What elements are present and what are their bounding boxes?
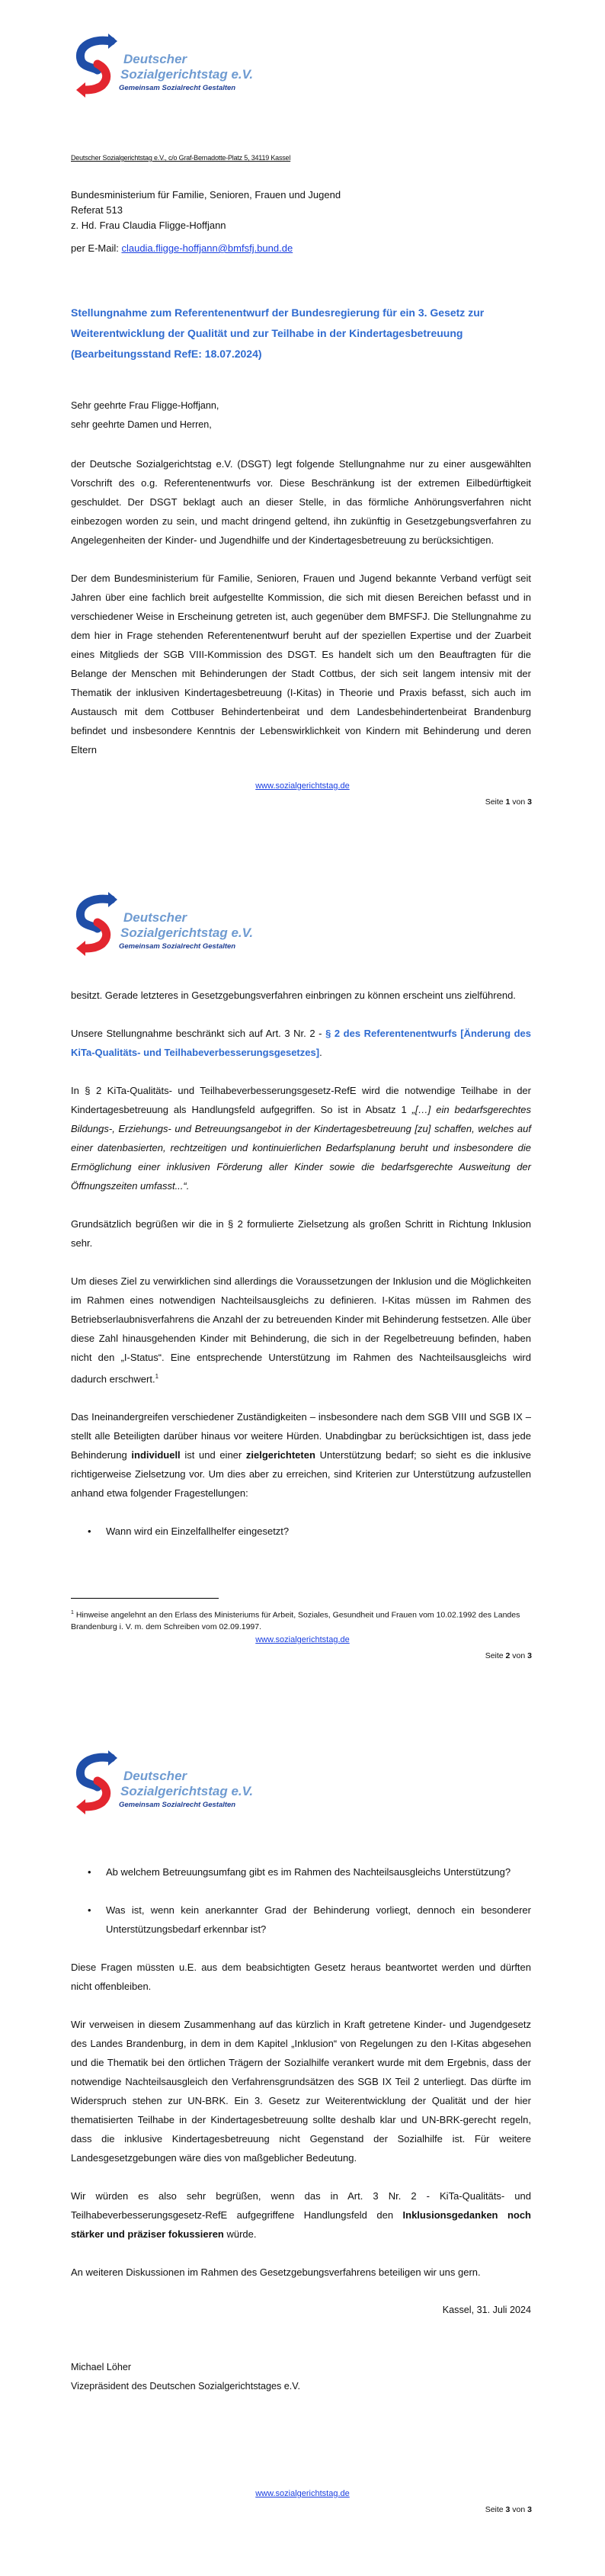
list-item: • Ab welchem Betreuungsumfang gibt es im Rahmen des Nachteilsausgleichs Unterstützung? [88, 1862, 531, 1881]
logo-line-2: Sozialgerichtstag e.V. [120, 1784, 254, 1798]
legal-quote: „[…] ein bedarfsgerechtes Bildungs-, Erziehungs- und Betreuungsangebot in der Kindertagesbetreuung [zu] schaffen, welches auf einer datenbasierten, rechtzeitigen und kontinuierlichen Bedarfsplanung beruht und insbesondere die Ermöglichung einer inklusiven Förderung aller Kinder sowie die bedarfsgerechte Ausweitung der Öffnungszeiten umfasst...“. [71, 1104, 531, 1192]
paragraph: An weiteren Diskussionen im Rahmen des Gesetzgebungsverfahrens beteiligen wir uns gern. [71, 2266, 481, 2278]
total-pages: 3 [527, 797, 532, 807]
recipient-line: Referat 513 [71, 204, 123, 216]
footnote-reference[interactable]: 1 [155, 1373, 159, 1380]
of-label: von [510, 797, 528, 807]
paragraph: der Deutsche Sozialgerichtstag e.V. (DSGT) legt folgende Stellungnahme nur zu einer ausgewählten Vorschrift des o.g. Referentenentwurfs vor. Diese Beschränkung ist der extremen Eilbedürftigkeit geschuldet. Der DSGT beklagt auch an dieser Stelle, in das förmliche Anhörungsverfahren nicht einbezogen worden zu sein, und macht dringend geltend, ihn zukünftig in Gesetzgebungsverfahren zu Angelegenheiten der Kinder- und Jugendhilfe und der Kindertagesbetreuung zu berücksichtigen. [71, 458, 531, 546]
paragraph [71, 1081, 531, 1195]
list-item: • Wann wird ein Einzelfallhelfer eingesetzt? [88, 1522, 531, 1541]
salutation-line: Sehr geehrte Frau Fligge-Hoffjann, [71, 400, 219, 411]
text: In § 2 KiTa-Qualitäts- und Teilhabeverbesserungsgesetz-RefE wird die notwendige Teilhabe in der Kindertagesbetreuung als Handlungsfeld aufgegriffen. So ist in Absatz 1 [71, 1085, 531, 1115]
email-row [71, 241, 341, 256]
signer-title: Vizepräsident des Deutschen Sozialgerichtstages e.V. [71, 2381, 301, 2392]
page-label: Seite [485, 2505, 506, 2514]
text: Unterstützung bedarf; so sieht es die inklusive richtigerweise Zielsetzung vor. Um dies aber zu erreichen, sind Kriterien zur Unterstützung aufzustellen anhand etwa folgender Fragestellungen: [71, 1449, 532, 1500]
dsgt-s-arrows-icon [75, 34, 117, 99]
footnote-divider [71, 1598, 219, 1599]
recipient-line: Bundesministerium für Familie, Senioren, Frauen und Jugend [71, 189, 341, 200]
list-item: • Was ist, wenn kein anerkannter Grad der Behinderung vorliegt, dennoch ein besonderer Unterstützungsbedarf erkennbar ist? [88, 1901, 531, 1939]
website-link[interactable]: www.sozialgerichtstag.de [255, 781, 350, 791]
footnote-area [71, 1598, 531, 1633]
total-pages: 3 [527, 1651, 532, 1660]
question-list [71, 1862, 531, 1939]
total-pages: 3 [527, 2505, 532, 2514]
footnote [71, 1607, 531, 1633]
paragraph: Der dem Bundesministerium für Familie, Senioren, Frauen und Jugend bekannte Verband verfügt seit Jahren über eine fachlich breit aufgestellte Kommission, die sich mit diesen Bereichen befasst und in verschiedener Weise in Erscheinung getreten ist, auch gegenüber dem BMFSFJ. Die Stellungnahme zu dem hier in Frage stehenden Referentenentwurf beruht auf der speziellen Expertise und der Zuarbeit eines Mitglieds der SGB VIII-Kommission des DSGT. Es handelt sich um den Beauftragten für die Belange der Menschen mit Behinderungen der Stadt Cottbus, der sich seit langem intensiv mit der Thematik der inklusiven Kindertagesbetreuung (I-Kitas) in Theorie und Praxis befasst, sich auch im Austausch mit dem Cottbuser Behindertenbeirat und dem Landesbehindertenbeirat Brandenburg befindet und insbesondere Kenntnis der Lebenswirklichkeit von Kindern mit Behinderung und deren Eltern [71, 573, 531, 755]
dsgt-logo [75, 34, 258, 99]
page-1 [0, 0, 605, 858]
emphasis: individuell [131, 1449, 181, 1461]
recipient-address [71, 188, 341, 256]
logo-line-2: Sozialgerichtstag e.V. [120, 67, 254, 82]
current-page: 1 [505, 797, 511, 807]
dsgt-logo [75, 1750, 258, 1816]
email-link[interactable]: claudia.fligge-hoffjann@bmfsfj.bund.de [121, 242, 293, 254]
text: Unsere Stellungnahme beschränkt sich auf Art. 3 Nr. 2 - [71, 1028, 326, 1039]
page-2 [0, 858, 605, 1717]
logo-line-2: Sozialgerichtstag e.V. [120, 925, 254, 940]
letter-title: Stellungnahme zum Referentenentwurf der Bundesregierung für ein 3. Gesetz zur Weiterentwicklung der Qualität und zur Teilhabe in der Kindertagesbetreuung (Bearbeitungsstand RefE: 18.07.2024) [71, 306, 485, 360]
emphasis: Inklusionsgedanken noch stärker und präziser fokussieren [71, 2209, 531, 2240]
text: . [319, 1047, 322, 1058]
logo-tagline: Gemeinsam Sozialrecht Gestalten [119, 84, 236, 92]
referenced-section: § 2 des Referentenentwurfs [Änderung des KiTa-Qualitäts- und Teilhabeverbesserungsgesetzes] [71, 1028, 531, 1058]
page2-body [71, 986, 531, 1541]
paragraph: Wir verweisen in diesem Zusammenhang auf das kürzlich in Kraft getretene Kinder- und Jugendgesetz des Landes Brandenburg, in dem in dem Kapitel „Inklusion“ von Regelungen zu den I-Kitas abgesehen und die Thematik bei den örtlichen Trägern der Sozialhilfe verankert wurde mit dem Ergebnis, dass der notwendige Nachteilsausgleich den Verfahrensgrundsätzen des SGB IX Teil 2 unterliegt. Das dürfte im Widerspruch stehen zur UN-BRK. Ein 3. Gesetz zur Weiterentwicklung der Qualität und der hier thematisierten Teilhabe in der Kindertagesbetreuung sollte deshalb klar und UN-BRK-gerecht regeln, dass die inklusive Kindertagesbetreuung nicht Gegenstand der Sozialhilfe ist. Für weitere Landesgesetzgebungen wäre dies von maßgeblicher Bedeutung. [71, 2019, 531, 2164]
dsgt-logo [75, 892, 258, 958]
page1-body [71, 454, 531, 759]
email-label: per E-Mail: [71, 242, 122, 254]
logo-line-1: Deutscher [123, 1769, 187, 1783]
page3-body [71, 1862, 531, 2396]
logo-tagline: Gemeinsam Sozialrecht Gestalten [119, 1801, 236, 1809]
dsgt-s-arrows-icon [75, 892, 117, 958]
page-number [485, 797, 532, 807]
page-label: Seite [485, 1651, 506, 1660]
recipient-line: z. Hd. Frau Claudia Fligge-Hoffjann [71, 220, 226, 231]
page-label: Seite [485, 797, 506, 807]
salutation [71, 396, 531, 435]
current-page: 2 [505, 1651, 511, 1660]
signer-name: Michael Löher [71, 2362, 132, 2372]
website-link[interactable]: www.sozialgerichtstag.de [255, 2489, 350, 2498]
paragraph [71, 2186, 531, 2244]
footnote-text: Hinweise angelehnt an den Erlass des Ministeriums für Arbeit, Soziales, Gesundheit und Frauen vom 10.02.1992 des Landes Brandenburg i. V. m. dem Schreiben vom 02.09.1997. [71, 1610, 520, 1631]
paragraph: Grundsätzlich begrüßen wir die in § 2 formulierte Zielsetzung als großen Schritt in Richtung Inklusion sehr. [71, 1218, 531, 1249]
dsgt-s-arrows-icon [75, 1750, 117, 1816]
paragraph: Diese Fragen müssten u.E. aus dem beabsichtigten Gesetz heraus beantwortet werden und dürften nicht offenbleiben. [71, 1962, 531, 1992]
text: ist und einer [180, 1449, 246, 1461]
of-label: von [510, 2505, 528, 2514]
place-date: Kassel, 31. Juli 2024 [442, 2305, 531, 2315]
logo-line-1: Deutscher [123, 52, 187, 66]
paragraph [71, 1407, 531, 1503]
text: Um dieses Ziel zu verwirklichen sind allerdings die Voraussetzungen der Inklusion und die Möglichkeiten im Rahmen eines notwendigen Nachteilsausgleichs zu definieren. I-Kitas müssen im Rahmen des Betriebserlaubnisverfahrens die Anzahl der zu betreuenden Kinder mit Behinderung festsetzen. Alle über diese Zahl hinausgehenden Kinder mit Behinderung, die sich in der Regelbetreuung befinden, haben nicht den „I-Status“. Eine entsprechende Unterstützung im Rahmen des Nachteilsausgleichs wird dadurch erschwert. [71, 1275, 531, 1385]
of-label: von [510, 1651, 528, 1660]
text: würde. [223, 2228, 257, 2240]
salutation-line: sehr geehrte Damen und Herren, [71, 419, 212, 430]
logo-tagline: Gemeinsam Sozialrecht Gestalten [119, 942, 236, 951]
question-list [71, 1522, 531, 1541]
paragraph [71, 1272, 531, 1388]
page-number [485, 2505, 532, 2514]
text: Das Ineinandergreifen verschiedener Zuständigkeiten – insbesondere nach dem SGB VIII und SGB IX – stellt alle Beteiligten darüber hinaus vor weitere Hürden. Unabdingbar zu berücksichtigen ist, dass jede Behinderung [71, 1411, 531, 1461]
paragraph: besitzt. Gerade letzteres in Gesetzgebungsverfahren einbringen zu können erscheint uns zielführend. [71, 990, 516, 1001]
sender-line: Deutscher Sozialgerichtstag e.V., c/o Graf-Bernadotte-Platz 5, 34119 Kassel [71, 154, 291, 162]
website-link[interactable]: www.sozialgerichtstag.de [255, 1635, 350, 1644]
text: Wir würden es also sehr begrüßen, wenn das in Art. 3 Nr. 2 - KiTa-Qualitäts- und Teilhabeverbesserungsgesetz-RefE aufgegriffene Handlungsfeld den [71, 2190, 531, 2221]
footnote-mark: 1 [71, 1610, 74, 1615]
current-page: 3 [505, 2505, 511, 2514]
paragraph [71, 1024, 531, 1062]
emphasis: zielgerichteten [245, 1449, 315, 1461]
logo-line-1: Deutscher [123, 910, 187, 925]
page-number [485, 1651, 532, 1660]
page-3 [0, 1717, 605, 2576]
